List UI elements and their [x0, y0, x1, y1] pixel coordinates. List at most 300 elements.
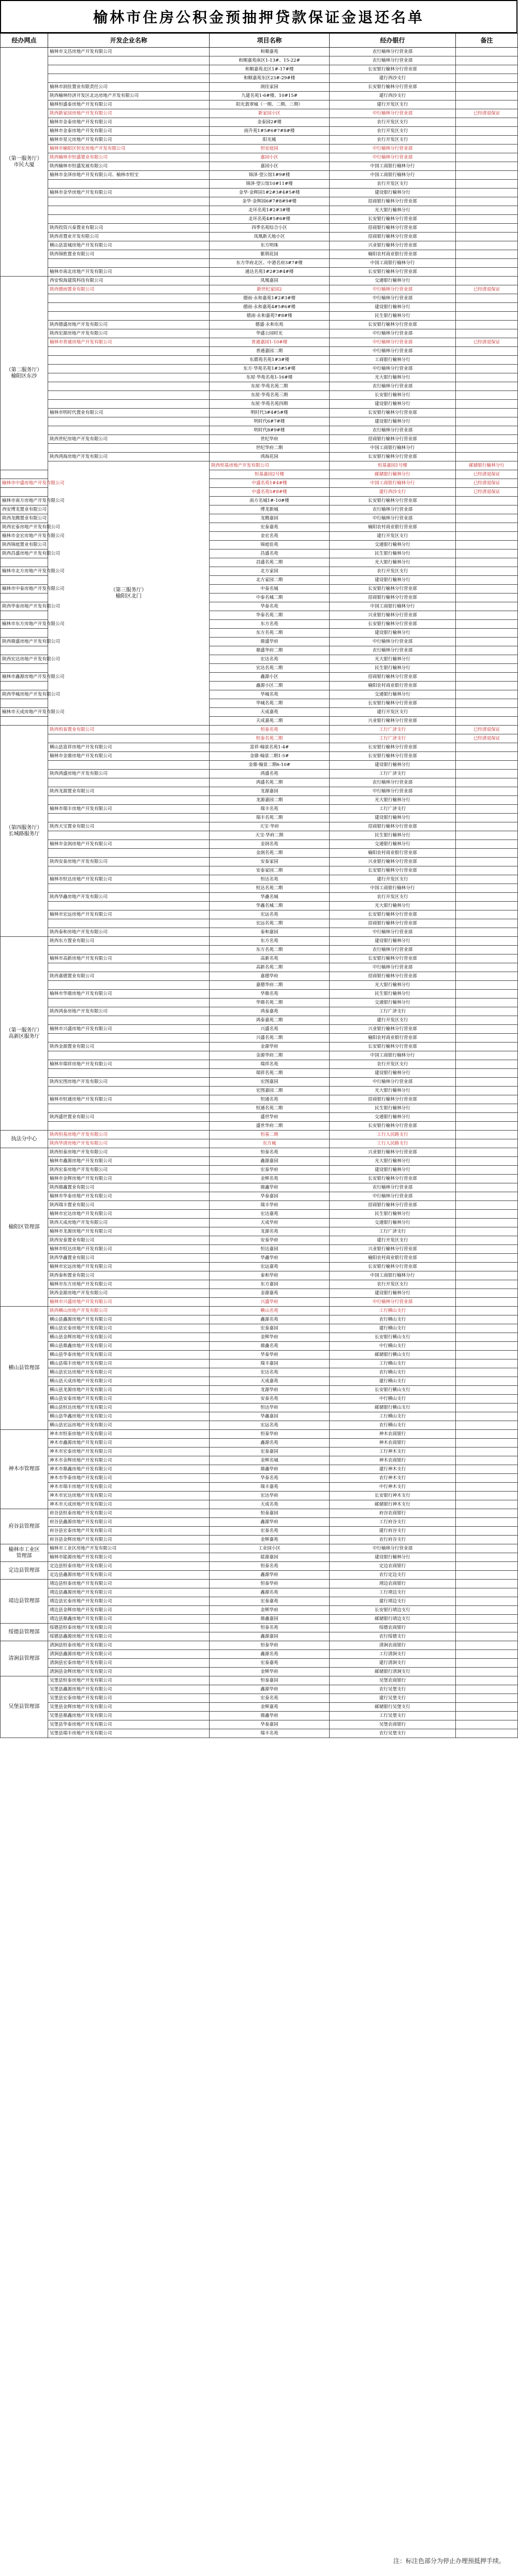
table-row [1, 990, 518, 998]
table-row [1, 347, 518, 356]
table-row [1, 118, 518, 127]
cell-project: 东方嘉园 [210, 1280, 330, 1289]
cell-project: 恒泰名苑 [210, 726, 330, 734]
table-row [1, 338, 518, 347]
cell-note [456, 717, 518, 726]
cell-bank: 建行靖边支行 [330, 1597, 456, 1606]
table-row [1, 1342, 518, 1351]
cell-project: 中盛名苑5#8#楼 [210, 488, 330, 497]
cell-developer [1, 664, 48, 673]
cell-bank: 建行横山支行 [330, 1377, 456, 1386]
table-row [1, 1430, 518, 1439]
cell-project: 世纪华府 [210, 435, 330, 444]
cell-bank: 中行榆林分行营业部 [330, 365, 456, 373]
cell-project: 恒泰华府 [210, 1641, 330, 1650]
table-row [1, 100, 518, 109]
table-row [1, 796, 518, 805]
cell-project: 横山名苑 [210, 1307, 330, 1315]
cell-bank: 光大银行榆林分行 [330, 655, 456, 664]
cell-note [456, 1236, 518, 1245]
cell-bank: 光大银行榆林分行 [330, 981, 456, 990]
cell-project: 鼎鑫华府 [210, 1712, 330, 1720]
cell-bank: 兴业银行榆林分行营业部 [330, 1148, 456, 1157]
cell-developer: 横山县宏远房地产开发有限公司 [48, 1421, 210, 1430]
cell-project: 高新名苑 [210, 954, 330, 963]
cell-developer: 靖边县鼎鑫房地产开发有限公司 [48, 1615, 210, 1624]
cell-bank: 中国工商银行榆林分行 [330, 259, 456, 268]
cell-note [456, 1060, 518, 1069]
cell-project: 新世纪家园2 [210, 285, 330, 294]
cell-bank: 中行榆林分行营业部 [330, 153, 456, 162]
cell-bank: 长安银行榆林分行营业部 [330, 497, 456, 505]
cell-note [456, 1043, 518, 1051]
cell-project: 德雨·永和嘉苑7#8#楼 [210, 312, 330, 321]
cell-note [456, 1606, 518, 1615]
cell-note [456, 426, 518, 435]
cell-developer: 榆林市华泰房地产开发有限公司 [48, 1192, 210, 1201]
cell-note [456, 136, 518, 144]
cell-note [456, 884, 518, 893]
cell-project: 恒达嘉园 [210, 1245, 330, 1254]
cell-bank: 神木农商银行 [330, 1430, 456, 1439]
cell-project: 泰和嘉园 [210, 928, 330, 937]
cell-bank: 建行吴堡支行 [330, 1694, 456, 1703]
table-row [1, 1166, 518, 1175]
cell-project: 华鑫名城二期 [210, 902, 330, 910]
cell-project: 天宝·华府 [210, 822, 330, 831]
table-row [1, 822, 518, 831]
table-row [1, 884, 518, 893]
cell-note [456, 1280, 518, 1289]
cell-note [456, 171, 518, 180]
cell-developer: 陕西盛世置业有限公司 [48, 1113, 210, 1122]
table-row [1, 1280, 518, 1289]
cell-bank: 邮储银行吴堡支行 [330, 1703, 456, 1712]
table-row [1, 1439, 518, 1448]
cell-note [456, 1553, 518, 1562]
table-row [1, 1659, 518, 1668]
cell-note [456, 1509, 518, 1518]
cell-developer [48, 1087, 210, 1095]
cell-bank: 定边农商银行 [330, 1562, 456, 1571]
cell-note [456, 1192, 518, 1201]
table-row [1, 805, 518, 814]
cell-bank: 招商银行榆林分行营业部 [330, 972, 456, 981]
cell-note [456, 1025, 518, 1034]
cell-project: 恒安庭园 [210, 144, 330, 153]
cell-note [456, 56, 518, 65]
cell-developer [48, 356, 210, 365]
cell-note [456, 1580, 518, 1588]
table-row [1, 1007, 518, 1016]
cell-bank: 中行榆林分行营业部 [330, 294, 456, 303]
table-row [1, 1527, 518, 1536]
cell-bank: 民生银行榆林分行 [330, 549, 456, 558]
cell-developer: 陕西鸿海房地产开发有限公司 [48, 453, 210, 461]
cell-developer [1, 629, 48, 638]
cell-developer: 横山县安泰房地产开发有限公司 [48, 1395, 210, 1403]
table-row [1, 1271, 518, 1280]
cell-project: 龙源嘉园 [210, 787, 330, 796]
cell-project: 明时代8#9#楼 [210, 426, 330, 435]
cell-developer [48, 1051, 210, 1060]
cell-note [456, 893, 518, 902]
table-row [1, 1359, 518, 1368]
table-row [1, 259, 518, 268]
cell-project: 宏泰华府 [210, 1166, 330, 1175]
cell-project: 宏泰名苑 [210, 1527, 330, 1536]
cell-developer: 陕西华鑫房地产开发有限公司 [48, 893, 210, 902]
cell-note [456, 1087, 518, 1095]
cell-note [456, 127, 518, 136]
table-row [1, 1025, 518, 1034]
cell-bank: 长安银行榆林分行营业部 [330, 866, 456, 875]
cell-bank: 工行广济支行 [330, 726, 456, 734]
cell-developer: 榆林市华鼎房地产开发有限公司 [48, 990, 210, 998]
cell-developer [1, 594, 48, 602]
cell-note [456, 92, 518, 100]
cell-developer: 西安悦海建筑科技有限公司 [48, 277, 210, 285]
cell-note: 已经清退保证 [456, 479, 518, 488]
cell-developer: 定边县鑫源房地产开发有限公司 [48, 1571, 210, 1580]
cell-bank: 工行府谷支行 [330, 1518, 456, 1527]
table-row [1, 365, 518, 373]
cell-note [456, 1659, 518, 1668]
cell-project: 德盛·永和东苑 [210, 321, 330, 329]
cell-developer [48, 866, 210, 875]
cell-note [456, 954, 518, 963]
table-row [1, 144, 518, 153]
cell-bank: 建行横山支行 [330, 1324, 456, 1333]
cell-note [456, 1175, 518, 1183]
cell-developer [48, 206, 210, 215]
cell-developer: 陕西金源置业有限公司 [48, 1043, 210, 1051]
cell-note [456, 1183, 518, 1192]
cell-project: 天成嘉苑二期 [210, 717, 330, 726]
cell-bank: 交通银行榆林分行 [330, 998, 456, 1007]
cell-bank: 交通银行榆林分行 [330, 541, 456, 549]
cell-project: 鸿盛名苑二期 [210, 778, 330, 787]
cell-bank: 光大银行榆林分行 [330, 373, 456, 382]
cell-bank: 农行开发区支行 [330, 893, 456, 902]
cell-note [456, 1104, 518, 1113]
table-row [1, 294, 518, 303]
cell-note [456, 1403, 518, 1412]
cell-project: 瑞祥名苑二期 [210, 1069, 330, 1078]
cell-project: 金源嘉苑 [210, 1289, 330, 1298]
cell-project: 安泰家园 [210, 858, 330, 866]
footnote: 注：标注色部分为停止办理预抵押手续。 [393, 2557, 505, 2565]
cell-bank: 兴业银行榆林分行营业部 [330, 1025, 456, 1034]
cell-project: 金润名苑 [210, 840, 330, 849]
cell-note [456, 1685, 518, 1694]
cell-note [456, 224, 518, 233]
cell-project: 和顺嘉苑东区23#-29#楼 [210, 74, 330, 83]
cell-bank: 长安银行榆林分行营业部 [330, 268, 456, 277]
cell-note [456, 1351, 518, 1359]
cell-developer: 陕西鸿盛房地产开发有限公司 [48, 770, 210, 778]
cell-developer: 榆林市鑫源房地产开发有限公司 [48, 1157, 210, 1166]
cell-developer: 神木市鑫源房地产开发有限公司 [48, 1439, 210, 1448]
cell-note [456, 373, 518, 382]
cell-developer: 榆林市金华房地产开发有限公司 [48, 189, 210, 197]
cell-note [456, 1148, 518, 1157]
cell-project: 金辉嘉苑 [210, 1536, 330, 1544]
cell-note [456, 1571, 518, 1580]
cell-bank: 清涧农商银行 [330, 1641, 456, 1650]
cell-project: 宏达名苑 [210, 655, 330, 664]
cell-project: 鼎鑫嘉园 [210, 1615, 330, 1624]
cell-bank: 长安银行横山支行 [330, 1333, 456, 1342]
cell-note [456, 329, 518, 338]
cell-developer [48, 919, 210, 928]
cell-bank: 长安银行榆林分行营业部 [330, 83, 456, 92]
table-row [1, 277, 518, 285]
cell-note [456, 233, 518, 241]
cell-bank: 长安银行榆林分行营业部 [330, 910, 456, 919]
cell-project: 华鼎名苑二期 [210, 998, 330, 1007]
cell-project: 金辉名苑 [210, 1175, 330, 1183]
cell-note [456, 294, 518, 303]
cell-developer [48, 796, 210, 805]
cell-bank: 建行神木支行 [330, 1465, 456, 1474]
cell-bank: 建设银行榆林分行 [330, 1166, 456, 1175]
cell-project: 能源嘉园 [210, 1553, 330, 1562]
cell-bank: 中国工商银行榆林分行 [330, 884, 456, 893]
cell-note [456, 532, 518, 541]
cell-note [456, 1271, 518, 1280]
table-row [1, 954, 518, 963]
table-row [1, 268, 518, 277]
cell-developer: 陕西榆林市恒盛发展有限公司 [48, 162, 210, 171]
cell-note [456, 277, 518, 285]
cell-note [456, 1421, 518, 1430]
page-title: 榆林市住房公积金预抽押贷款保证金退还名单 [0, 0, 517, 33]
cell-note: 已经清退保证 [456, 734, 518, 743]
table-row [1, 858, 518, 866]
cell-developer: 榆林市南北房地产开发有限公司 [48, 268, 210, 277]
cell-bank: 农行绥德支行 [330, 1632, 456, 1641]
cell-bank: 光大银行榆林分行 [330, 1157, 456, 1166]
cell-project: 东方·华苑名苑1#3#5#楼 [210, 365, 330, 373]
cell-note [456, 682, 518, 690]
cell-note [456, 822, 518, 831]
table-row [1, 1183, 518, 1192]
table-row [1, 1131, 518, 1139]
cell-developer [48, 417, 210, 426]
header-outlet: 经办网点 [1, 34, 48, 48]
cell-note [456, 259, 518, 268]
table-row [1, 373, 518, 382]
cell-bank: 中行榆林分行营业部 [330, 928, 456, 937]
cell-developer [48, 365, 210, 373]
cell-bank: 建设银行榆林分行 [330, 417, 456, 426]
cell-bank: 农行开发区支行 [330, 180, 456, 189]
cell-bank: 兴业银行榆林分行营业部 [330, 1245, 456, 1254]
table-row [1, 1720, 518, 1729]
cell-developer [1, 576, 48, 585]
cell-project: 金鼎·翰景二期1-5# [210, 752, 330, 761]
cell-note [456, 937, 518, 946]
cell-bank: 建设银行榆林分行 [330, 814, 456, 822]
cell-note [456, 1157, 518, 1166]
table-row [1, 761, 518, 770]
cell-bank: 农行开发区支行 [330, 1060, 456, 1069]
table-row [1, 206, 518, 215]
cell-developer: 榆林市普通房地产开发有限公司 [48, 338, 210, 347]
cell-bank: 邮储银行横山支行 [330, 1403, 456, 1412]
cell-developer: 神木市宏泰房地产开发有限公司 [48, 1448, 210, 1456]
table-row [1, 74, 518, 83]
cell-project: 嘉德华府 [210, 972, 330, 981]
cell-developer: 陕西锦庭置业有限公司 [1, 541, 48, 549]
cell-project: 四季名苑综合小区 [210, 224, 330, 233]
cell-note [456, 752, 518, 761]
table-row [1, 981, 518, 990]
table-row [1, 1676, 518, 1685]
cell-developer: 神木市恒泰房地产开发有限公司 [48, 1430, 210, 1439]
cell-bank: 光大银行榆林分行 [330, 796, 456, 805]
cell-note [456, 1632, 518, 1641]
cell-developer [48, 1034, 210, 1043]
cell-project: 瑞祥名苑 [210, 1060, 330, 1069]
cell-developer: 陕西宏泰房地产开发有限公司 [48, 1166, 210, 1175]
table-row [1, 180, 518, 189]
header-developer: 开发企业名称 [48, 34, 210, 48]
table-row [1, 1641, 518, 1650]
cell-developer: 陕西安泰房地产开发有限公司 [48, 858, 210, 866]
cell-bank: 招商银行榆林分行营业部 [330, 224, 456, 233]
cell-note [456, 1650, 518, 1659]
table-row [1, 171, 518, 180]
table-row [1, 1368, 518, 1377]
cell-developer: 横山县华泰房地产开发有限公司 [48, 1351, 210, 1359]
cell-project: 东屋·华苑名苑二期 [210, 382, 330, 391]
cell-project: 工业园小区 [210, 1544, 330, 1553]
table-row [1, 1289, 518, 1298]
cell-developer: 榆林市南方房地产开发有限公司 [1, 497, 48, 505]
cell-project: 高新名苑二期 [210, 963, 330, 972]
cell-bank: 榆阳农村商业银行营业部 [330, 523, 456, 532]
cell-bank: 中行榆林分行营业部 [330, 1192, 456, 1201]
cell-outlet: 执法分中心 [1, 1131, 48, 1148]
cell-note [456, 1474, 518, 1483]
cell-note [456, 1456, 518, 1465]
cell-developer: 吴堡县宏泰房地产开发有限公司 [48, 1694, 210, 1703]
cell-note [456, 1333, 518, 1342]
cell-developer [48, 56, 210, 65]
cell-note [456, 505, 518, 514]
cell-project: 昌盛名苑 [210, 549, 330, 558]
cell-developer: 陕西德盛房地产开发有限公司 [48, 321, 210, 329]
table-row [1, 1536, 518, 1544]
cell-developer [1, 646, 48, 655]
cell-project: 恒泰嘉园 [210, 1509, 330, 1518]
cell-bank: 农行榆林分行营业部 [330, 646, 456, 655]
cell-note [456, 1641, 518, 1650]
table-row [1, 1051, 518, 1060]
cell-developer [48, 74, 210, 83]
cell-note [456, 1359, 518, 1368]
cell-note [456, 1016, 518, 1025]
cell-project: 鼎盛华府二期 [210, 646, 330, 655]
cell-project: 锦庭佳苑 [210, 541, 330, 549]
cell-bank: 农行横山支行 [330, 1315, 456, 1324]
cell-project: 中盛名苑1#4#楼 [210, 479, 330, 488]
cell-bank: 长安银行榆林分行营业部 [330, 743, 456, 752]
cell-developer [48, 963, 210, 972]
cell-note [456, 805, 518, 814]
cell-bank: 中行榆林分行营业部 [330, 285, 456, 294]
cell-note [456, 585, 518, 594]
cell-bank: 农行定边支行 [330, 1571, 456, 1580]
cell-developer: 清涧县宏泰房地产开发有限公司 [48, 1659, 210, 1668]
cell-note [456, 919, 518, 928]
cell-project: 锦泽·望公馆1#9#楼 [210, 171, 330, 180]
cell-bank: 建设银行榆林分行 [330, 1553, 456, 1562]
cell-project: 恒达名苑二期 [210, 884, 330, 893]
cell-bank: 招商银行榆林分行营业部 [330, 1095, 456, 1104]
cell-developer [48, 761, 210, 770]
table-row [1, 1122, 518, 1131]
cell-project: 恒泰名苑 [210, 1562, 330, 1571]
cell-bank: 长安银行神木支行 [330, 1492, 456, 1500]
table-row [1, 1668, 518, 1676]
cell-note [456, 910, 518, 919]
cell-note [456, 1536, 518, 1544]
cell-developer: 府谷县鑫源房地产开发有限公司 [48, 1518, 210, 1527]
table-row [1, 840, 518, 849]
cell-project: 北方家园 [210, 567, 330, 576]
table-row [1, 109, 518, 118]
cell-bank: 工行吴堡支行 [330, 1712, 456, 1720]
cell-developer: 榆林市明时代置业有限公司 [48, 409, 210, 417]
table-row [1, 770, 518, 778]
cell-developer: 横山县富城房地产开发有限公司 [48, 241, 210, 250]
cell-developer: 西安博龙置业有限公司 [1, 505, 48, 514]
cell-project: 鑫源华府 [210, 1571, 330, 1580]
cell-note [456, 417, 518, 426]
cell-outlet: 绥德县管理部 [1, 1624, 48, 1641]
cell-developer: 榆林恒盛泰房地产开发有限公司 [48, 100, 210, 109]
cell-bank: 建行开发区支行 [330, 708, 456, 717]
cell-bank: 邮储银行神木支行 [330, 1500, 456, 1509]
cell-developer: 榆林市瑞祥房地产开发有限公司 [48, 1060, 210, 1069]
cell-project: 华泰名苑 [210, 602, 330, 611]
cell-bank: 长安银行榆林分行营业部 [330, 752, 456, 761]
cell-bank: 长安银行榆林分行营业部 [330, 1122, 456, 1131]
table-row [1, 1474, 518, 1483]
cell-project: 博龙新城 [210, 505, 330, 514]
cell-project: 瑞丰名苑 [210, 1729, 330, 1738]
cell-bank: 中行榆林分行营业部 [330, 963, 456, 972]
cell-note [456, 1139, 518, 1148]
cell-note [456, 972, 518, 981]
cell-note [456, 250, 518, 259]
cell-bank: 工行广济支行 [330, 805, 456, 814]
cell-project: 雨升苑1#5#6#7#8#楼 [210, 127, 330, 136]
cell-developer: 榆林市兴盛房地产开发有限公司 [48, 1298, 210, 1307]
cell-note [456, 1034, 518, 1043]
table-row [1, 303, 518, 312]
cell-project: 龙源嘉园二期 [210, 796, 330, 805]
table-row [1, 946, 518, 954]
cell-developer: 神木市鼎鑫房地产开发有限公司 [48, 1465, 210, 1474]
table-row [1, 417, 518, 426]
table-header [1, 34, 518, 48]
cell-project: 宏泰嘉苑 [210, 1659, 330, 1668]
cell-developer: 靖边县鑫源房地产开发有限公司 [48, 1588, 210, 1597]
